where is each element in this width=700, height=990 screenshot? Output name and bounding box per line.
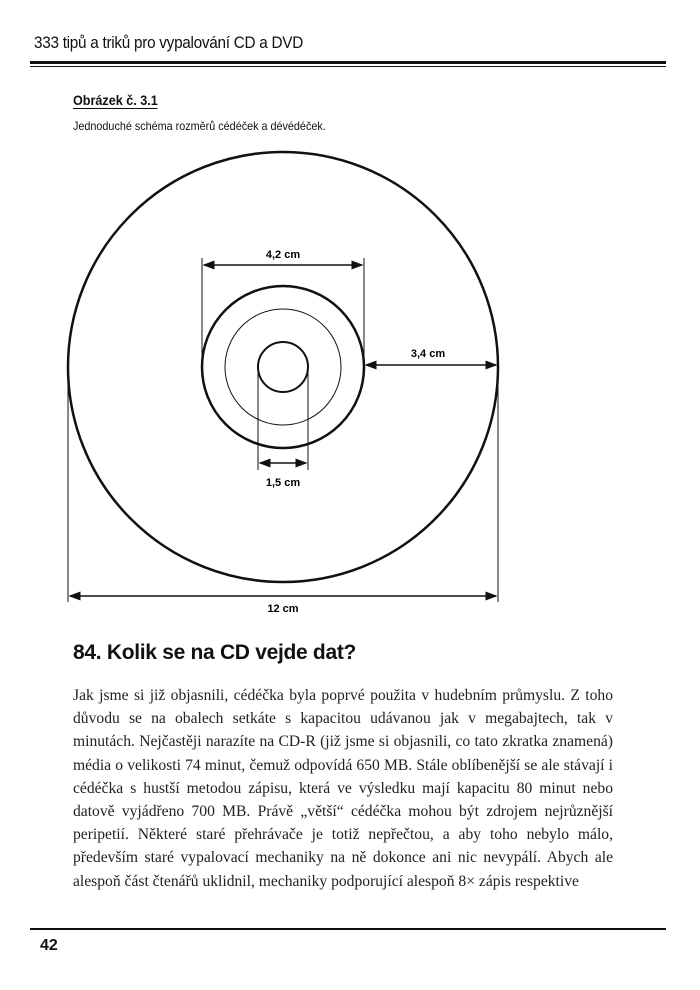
figure-label: Obrázek č. 3.1 xyxy=(73,92,158,108)
header-rule xyxy=(30,61,666,64)
hub-dimension-label: 4,2 cm xyxy=(265,249,301,261)
center-hole-circle xyxy=(258,342,308,392)
section-heading: 84. Kolik se na CD vejde dat? xyxy=(73,641,357,664)
disc-dimension-label: 12 cm xyxy=(267,603,299,615)
figure-caption: Jednoduché schéma rozměrů cédéček a dévédéček. xyxy=(73,119,326,133)
data-area-dimension-label: 3,4 cm xyxy=(410,348,446,360)
page-number: 42 xyxy=(40,937,58,954)
hole-dimension-label: 1,5 cm xyxy=(265,477,301,489)
header-rule-thin xyxy=(30,66,666,67)
footer-rule xyxy=(30,928,666,930)
hub-circle xyxy=(202,286,364,448)
body-paragraph: Jak jsme si již objasnili, cédéčka byla poprvé použita v hudebním průmyslu. Z toho důvodu se na obalech setkáte s kapacitou udávanou jak v megabajtech, tak v minutách. Nejčastěji narazíte na CD-R (již jsme si objasnili, co tato zkratka znamená) média o velikosti 74 minut, čemuž odpovídá 650 MB. Stále oblíbenější se ale stávají i cédéčka s hustší metodou zápisu, která ve výsledku mají kapacitu 80 minut nebo datově vyjádřeno 700 MB. Právě „větší“ cédéčka mohou být zdrojem nejrůznější peripetií. Některé staré přehrávače je totiž nepřečtou, a aby toho nebylo málo, především staré vypalovací mechaniky na ně dokonce ani nic nevypálí. Abych ale alespoň část čtenářů uklidnil, mechaniky podporující alespoň 8× zápis respektive xyxy=(73,687,613,890)
disc-outer-circle xyxy=(68,152,498,582)
cd-dimension-diagram xyxy=(0,140,700,620)
running-header: 333 tipů a triků pro vypalování CD a DVD xyxy=(34,33,303,52)
clamping-ring-circle xyxy=(225,309,341,425)
